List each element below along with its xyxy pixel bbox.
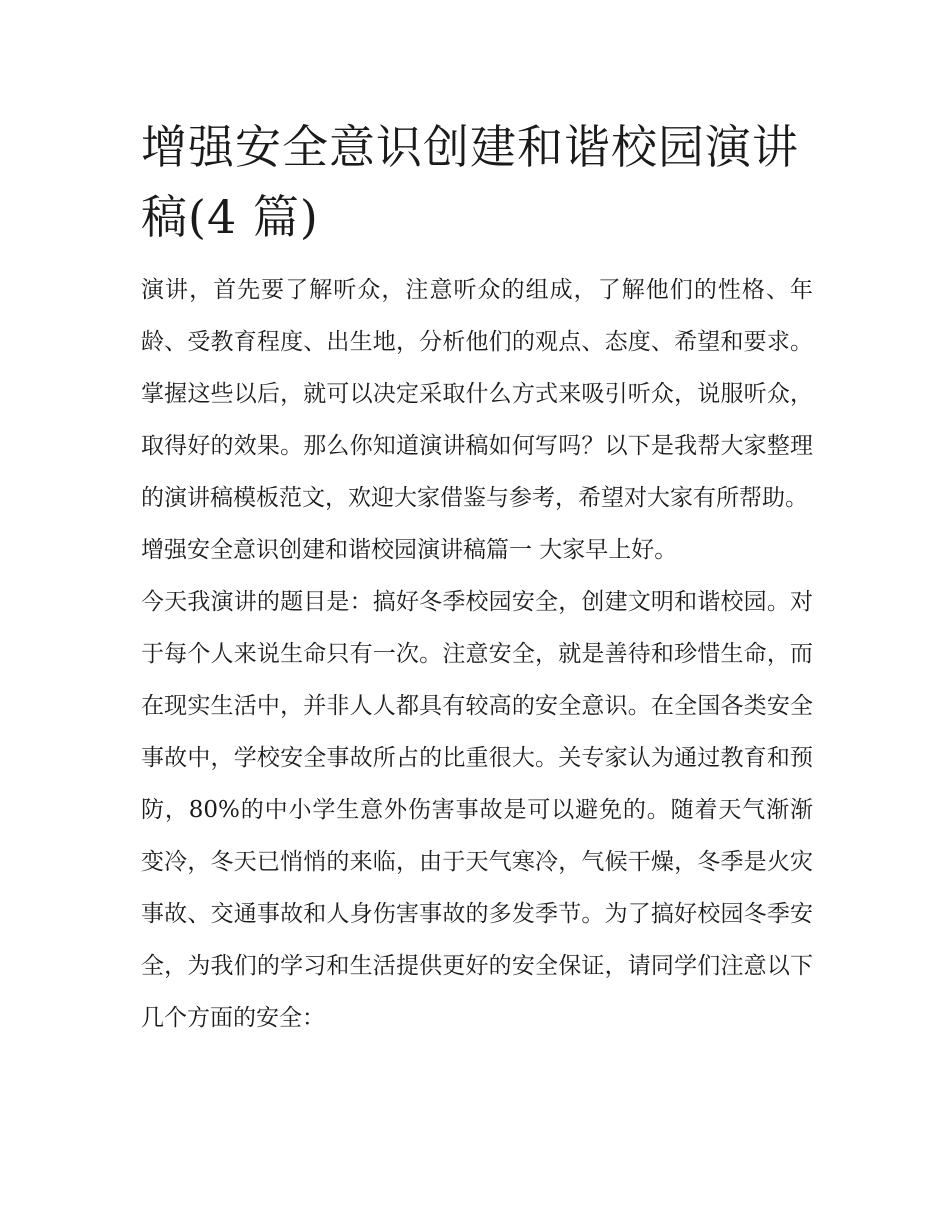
document-title: 增强安全意识创建和谐校园演讲稿(4 篇): [141, 120, 799, 244]
paragraph-greeting: 增强安全意识创建和谐校园演讲稿篇一 大家早上好。: [141, 537, 678, 563]
paragraph-body: 今天我演讲的题目是：搞好冬季校园安全，创建文明和谐校园。对于每个人来说生命只有一次。注意安全，就是善待和珍惜生命，而在现实生活中，并非人人都具有较高的安全意识。在全国各类安全事故中，学校安全事故所占的比重很大。关专家认为通过教育和预防，80%的中小学生意外伤害事故是可以避免的。随着天气渐渐变冷，冬天已悄悄的来临，由于天气寒冷，气候干燥，冬季是火灾事故、交通事故和人身伤害事故的多发季节。为了搞好校园冬季安全，为我们的学习和生活提供更好的安全保证，请同学们注意以下几个方面的安全：: [141, 589, 813, 1031]
document-page: [141, 112, 813, 1044]
paragraph-intro: 演讲，首先要了解听众，注意听众的组成，了解他们的性格、年龄、受教育程度、出生地，分析他们的观点、态度、希望和要求。掌握这些以后，就可以决定采取什么方式来吸引听众，说服听众，取得好的效果。那么你知道演讲稿如何写吗？以下是我帮大家整理的演讲稿模板范文，欢迎大家借鉴与参考，希望对大家有所帮助。: [141, 277, 813, 511]
